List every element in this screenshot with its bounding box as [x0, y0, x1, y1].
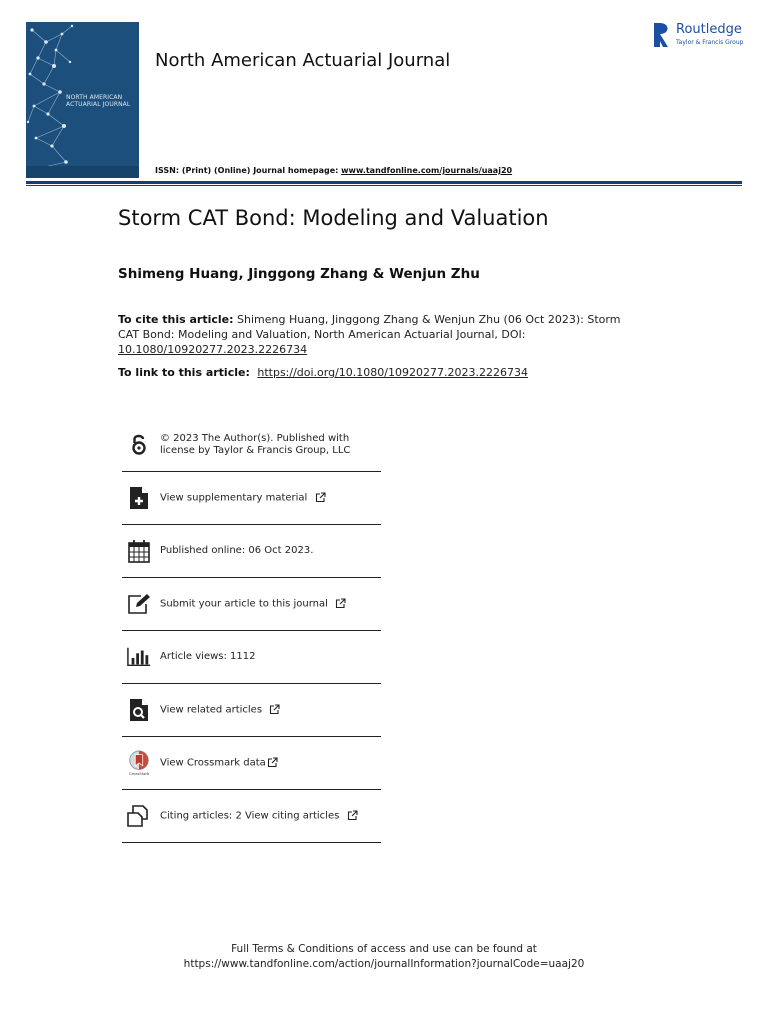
- citing-articles-link[interactable]: Citing articles: 2 View citing articles: [160, 810, 340, 822]
- cite-label: To cite this article:: [118, 313, 234, 326]
- supplementary-item[interactable]: [122, 472, 381, 525]
- citing-articles-item[interactable]: [122, 790, 381, 843]
- article-views-text: Article views: 1112: [160, 651, 256, 662]
- header-divider-thin: [26, 185, 742, 186]
- publisher-sub: Taylor & Francis Group: [676, 39, 744, 46]
- article-info-list: [122, 418, 381, 843]
- crossmark-item[interactable]: [122, 737, 381, 790]
- citation-block: [118, 312, 638, 357]
- terms-footer: [0, 942, 768, 972]
- crossmark-icon: [127, 751, 151, 775]
- article-authors: Shimeng Huang, Jinggong Zhang & Wenjun Zhu: [118, 266, 480, 282]
- article-title: Storm CAT Bond: Modeling and Valuation: [118, 206, 549, 230]
- cover-footer: [26, 166, 139, 178]
- cite-text: Shimeng Huang, Jinggong Zhang & Wenjun Zhu (06 Oct 2023): Storm CAT Bond: Modeling and Valuation, North American Actuarial Journal, DOI:: [118, 313, 621, 341]
- journal-name: North American Actuarial Journal: [155, 50, 451, 71]
- article-link-line: [118, 366, 528, 379]
- citing-icon: [127, 804, 151, 828]
- svg-text:CrossMark: CrossMark: [128, 772, 150, 776]
- publisher-logo[interactable]: [652, 22, 752, 50]
- submit-article-link[interactable]: Submit your article to this journal: [160, 598, 328, 610]
- routledge-logo-icon: [652, 22, 672, 50]
- article-doi-link[interactable]: https://doi.org/10.1080/10920277.2023.2226734: [257, 366, 528, 379]
- publisher-brand: Routledge: [676, 22, 742, 37]
- supplementary-link[interactable]: View supplementary material: [160, 492, 308, 504]
- journal-homepage-link[interactable]: www.tandfonline.com/journals/uaaj20: [341, 166, 513, 175]
- issn-prefix: ISSN: (Print) (Online) Journal homepage:: [155, 166, 339, 175]
- calendar-icon: [127, 539, 151, 563]
- cite-doi-link[interactable]: 10.1080/10920277.2023.2226734: [118, 343, 308, 356]
- link-label: To link to this article:: [118, 366, 250, 379]
- cover-title: NORTH AMERICAN ACTUARIAL JOURNAL: [66, 94, 131, 108]
- published-online-text: Published online: 06 Oct 2023.: [160, 545, 314, 556]
- terms-line-1: Full Terms & Conditions of access and use can be found at: [231, 943, 537, 955]
- bar-chart-icon: [127, 645, 151, 669]
- header-divider: [26, 181, 742, 184]
- related-articles-item[interactable]: [122, 684, 381, 737]
- article-views-item: [122, 631, 381, 684]
- external-link-icon: [347, 810, 358, 821]
- terms-link[interactable]: https://www.tandfonline.com/action/journalInformation?journalCode=uaaj20: [183, 958, 585, 970]
- crossmark-link[interactable]: View Crossmark data: [160, 757, 266, 769]
- open-access-item: [122, 418, 381, 472]
- related-search-icon: [127, 698, 151, 722]
- external-link-icon: [269, 704, 280, 715]
- related-articles-link[interactable]: View related articles: [160, 704, 263, 716]
- open-access-icon: [127, 433, 151, 457]
- published-online-item: [122, 525, 381, 578]
- license-text: © 2023 The Author(s). Published with license by Taylor & Francis Group, LLC: [160, 432, 351, 456]
- external-link-icon: [315, 492, 326, 503]
- edit-icon: [127, 592, 151, 616]
- issn-line: [155, 166, 512, 175]
- submit-article-item[interactable]: [122, 578, 381, 631]
- supplementary-file-icon: [127, 486, 151, 510]
- external-link-icon: [267, 757, 278, 768]
- external-link-icon: [335, 598, 346, 609]
- journal-cover-image: [26, 22, 139, 178]
